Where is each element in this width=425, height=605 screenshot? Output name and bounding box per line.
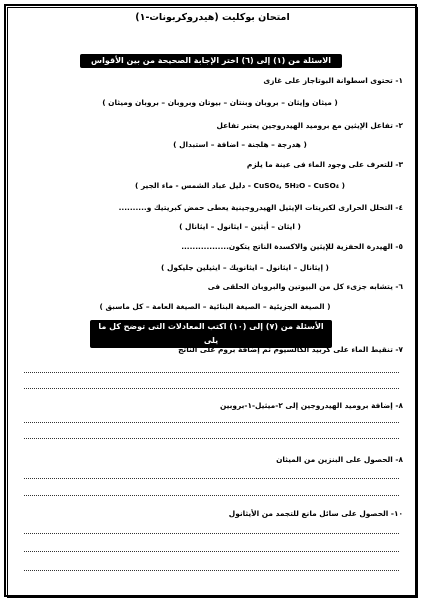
question-8: ٨- إضافة بروميد الهيدروجين إلى ٢-ميثيل-١-بروبين <box>219 401 403 410</box>
answer-line <box>24 388 399 389</box>
answer-line <box>24 478 399 479</box>
question-7: ٧- تنقيط الماء على كربيد الكالسيوم ثم إضافة بروم على الناتج <box>178 345 403 354</box>
answer-line <box>24 551 399 552</box>
answer-line <box>24 533 399 534</box>
section-2-banner: الأسئلة من (٧) إلى (١٠) اكتب المعادلات التى توضح كل ما يلى <box>90 320 332 348</box>
section-1-banner: الاسئلة من (١) إلى (٦) اختر الإجابة الصحيحة من بين الأقواس <box>80 54 342 68</box>
question-1: ١- تحتوى اسطوانة البوتاجاز على غازى <box>263 76 403 85</box>
question-3: ٣- للتعرف على وجود الماء فى عينة ما يلزم <box>246 160 403 169</box>
question-9: ٨- الحصول على البنزين من الميثان <box>276 455 403 464</box>
question-5: ٥- الهيدرة الحفزية للإيثين والاكسدة الناتج يتكون................. <box>181 242 403 251</box>
question-1-options: ( ميثان وإيثان – بروبان وبنتان – بيوتان وبروبان – بروبان وميثان ) <box>102 98 338 107</box>
answer-line <box>24 495 399 496</box>
question-4-options: ( ايثان – أيثين – ايثانول – ايثانال ) <box>179 222 301 231</box>
question-3-options: ( CuSO₄, 5H₂O - CuSO₄ - دليل عباد الشمس - ماء الجير ) <box>135 181 345 190</box>
question-4: ٤- التحلل الحرارى لكبريتات الإيثيل الهيدروجينية يعطى حمض كبريتيك و.......... <box>118 203 403 212</box>
answer-line <box>24 372 399 373</box>
answer-line <box>24 422 399 423</box>
answer-line <box>24 570 399 571</box>
answer-line <box>24 438 399 439</box>
question-5-options: ( إيثانال – ايثانول – ايثانويك – ايثيلين جليكول ) <box>161 263 329 272</box>
question-6-options: ( الصيغة الجزيئية – الصيغة البنائية – الصيغة العامة – كل ماسبق ) <box>99 302 331 311</box>
question-10: ١٠- الحصول على سائل مانع للتجمد من الأيثانول <box>228 509 403 518</box>
question-2: ٢- تفاعل الإيثين مع بروميد الهيدروجين يعتبر تفاعل <box>216 121 403 130</box>
exam-title: امتحان بوكليت (هيدروكربونات-١) <box>135 12 290 23</box>
question-2-options: ( هدرجة – هلجنة – اضافة – استبدال ) <box>173 140 307 149</box>
question-6: ٦- يتشابه جزىء كل من البيوتين والبروبان الحلقى فى <box>207 282 403 291</box>
